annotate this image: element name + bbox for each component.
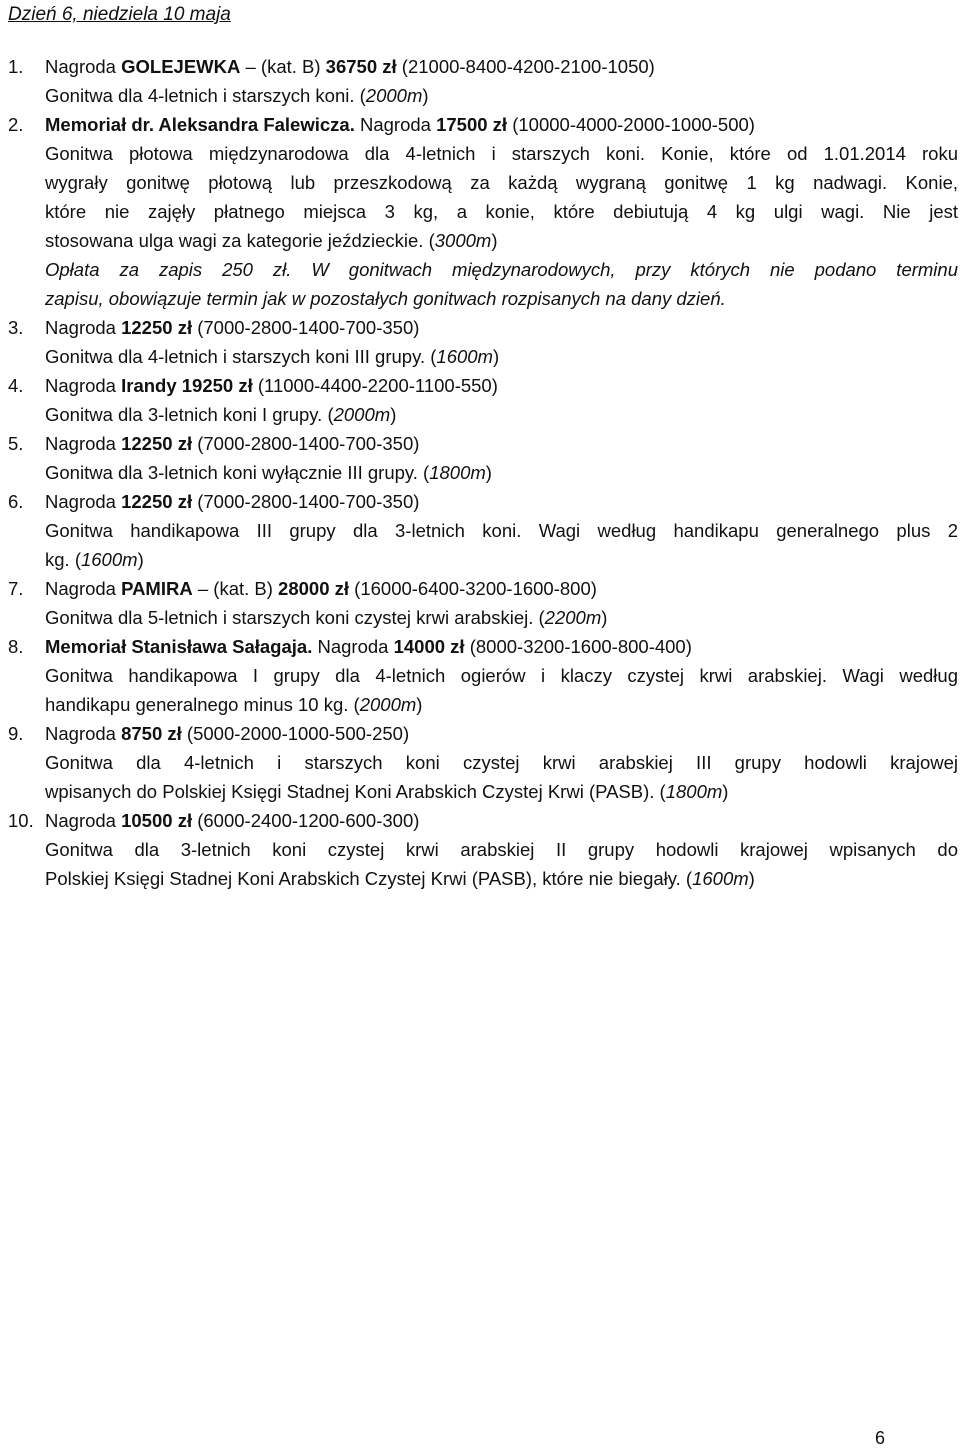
race-description — [45, 313, 958, 371]
race-item — [8, 52, 958, 110]
race-description — [45, 719, 958, 806]
race-item — [8, 371, 958, 429]
race-description — [45, 632, 958, 719]
bold-text: 8750 zł — [121, 723, 182, 744]
race-text-line: Gonitwa dla 4-letnich i starszych koni III grupy. (1600m) — [45, 346, 500, 367]
race-number: 10. — [8, 810, 34, 831]
italic-text: 1600m — [80, 549, 138, 570]
race-number: 4. — [8, 375, 24, 396]
italic-text: 2200m — [544, 607, 602, 628]
race-text-line: Nagroda 10500 zł (6000-2400-1200-600-300) — [45, 810, 420, 831]
italic-text: 2000m — [359, 694, 417, 715]
race-text-line: Nagroda 12250 zł (7000-2800-1400-700-350) — [45, 317, 420, 338]
race-text-line: kg. (1600m) — [45, 549, 144, 570]
bold-text: Memoriał Stanisława Sałagaja. — [45, 636, 313, 657]
italic-text: zapisu, obowiązuje termin jak w pozostałych gonitwach rozpisanych na dany dzień. — [45, 288, 726, 309]
race-number: 3. — [8, 317, 24, 338]
race-item — [8, 487, 958, 574]
italic-text: Opłata za zapis 250 zł. W gonitwach międzynarodowych, przy których nie podano terminu — [45, 259, 958, 280]
bold-text: 12250 zł — [121, 433, 193, 454]
race-number: 9. — [8, 723, 24, 744]
bold-text: 17500 zł — [436, 114, 508, 135]
race-text-line: Gonitwa dla 4-letnich i starszych koni. (2000m) — [45, 85, 429, 106]
race-description — [45, 487, 958, 574]
bold-text: GOLEJEWKA — [121, 56, 241, 77]
race-number: 8. — [8, 636, 24, 657]
bold-text: Irandy 19250 zł — [121, 375, 253, 396]
race-text-line: Gonitwa dla 5-letnich i starszych koni czystej krwi arabskiej. (2200m) — [45, 607, 608, 628]
race-item — [8, 110, 958, 313]
race-item — [8, 429, 958, 487]
bold-text: PAMIRA — [121, 578, 193, 599]
bold-text: 12250 zł — [121, 491, 193, 512]
page-heading: Dzień 6, niedziela 10 maja — [8, 4, 231, 25]
race-text-line: handikapu generalnego minus 10 kg. (2000m) — [45, 694, 423, 715]
race-item — [8, 632, 958, 719]
bold-text: 36750 zł — [325, 56, 397, 77]
race-text-line: Nagroda GOLEJEWKA – (kat. B) 36750 zł (21000-8400-4200-2100-1050) — [45, 56, 655, 77]
race-number: 1. — [8, 56, 24, 77]
bold-text: 12250 zł — [121, 317, 193, 338]
race-text-line — [45, 284, 958, 313]
race-number: 7. — [8, 578, 24, 599]
race-description — [45, 371, 958, 429]
italic-text: 1800m — [429, 462, 486, 483]
italic-text: 1600m — [436, 346, 493, 367]
race-text-line: Gonitwa dla 4-letnich i starszych koni czystej krwi arabskiej III grupy hodowli krajowej — [45, 752, 958, 773]
race-item — [8, 719, 958, 806]
italic-text: 3000m — [434, 230, 492, 251]
bold-text: 10500 zł — [121, 810, 193, 831]
race-item — [8, 313, 958, 371]
race-text-line: Gonitwa handikapowa I grupy dla 4-letnich ogierów i klaczy czystej krwi arabskiej. Wagi według — [45, 665, 958, 686]
italic-text: 1600m — [692, 868, 749, 889]
race-text-line: Nagroda PAMIRA – (kat. B) 28000 zł (16000-6400-3200-1600-800) — [45, 578, 597, 599]
italic-text: 2000m — [365, 85, 423, 106]
race-description — [45, 110, 958, 313]
race-description — [45, 806, 958, 893]
race-item — [8, 806, 958, 893]
race-description — [45, 429, 958, 487]
bold-text: 28000 zł — [278, 578, 350, 599]
race-text-line: wygrały gonitwę płotową lub przeszkodową za każdą wygraną gonitwę 1 kg nadwagi. Konie, — [45, 172, 958, 193]
race-description — [45, 574, 958, 632]
race-text-line: Polskiej Księgi Stadnej Koni Arabskich Czystej Krwi (PASB), które nie biegały. (1600m) — [45, 868, 755, 889]
page-number: 6 — [875, 1428, 886, 1448]
race-text-line: Memoriał Stanisława Sałagaja. Nagroda 14000 zł (8000-3200-1600-800-400) — [45, 636, 692, 657]
bold-text: Memoriał dr. Aleksandra Falewicza. — [45, 114, 355, 135]
race-number: 2. — [8, 114, 24, 135]
race-text-line: Gonitwa dla 3-letnich koni czystej krwi arabskiej II grupy hodowli krajowej wpisanych do — [45, 839, 958, 860]
race-text-line: Nagroda 12250 zł (7000-2800-1400-700-350) — [45, 491, 420, 512]
race-text-line: Gonitwa płotowa międzynarodowa dla 4-letnich i starszych koni. Konie, które od 1.01.2014 roku — [45, 143, 958, 164]
race-text-line: Nagroda 12250 zł (7000-2800-1400-700-350) — [45, 433, 420, 454]
race-text-line: Memoriał dr. Aleksandra Falewicza. Nagroda 17500 zł (10000-4000-2000-1000-500) — [45, 114, 755, 135]
race-list — [8, 52, 958, 893]
race-number: 5. — [8, 433, 24, 454]
italic-text: 1800m — [665, 781, 723, 802]
race-number: 6. — [8, 491, 24, 512]
race-text-line: Nagroda Irandy 19250 zł (11000-4400-2200-1100-550) — [45, 375, 498, 396]
race-text-line: Gonitwa dla 3-letnich koni wyłącznie III grupy. (1800m) — [45, 462, 492, 483]
race-description — [45, 52, 958, 110]
race-text-line: Gonitwa dla 3-letnich koni I grupy. (2000m) — [45, 404, 397, 425]
race-text-line: wpisanych do Polskiej Księgi Stadnej Koni Arabskich Czystej Krwi (PASB). (1800m) — [45, 781, 729, 802]
italic-text: 2000m — [333, 404, 391, 425]
race-text-line: Gonitwa handikapowa III grupy dla 3-letnich koni. Wagi według handikapu generalnego plus 2 — [45, 520, 958, 541]
race-text-line: Nagroda 8750 zł (5000-2000-1000-500-250) — [45, 723, 410, 744]
race-item — [8, 574, 958, 632]
bold-text: 14000 zł — [393, 636, 465, 657]
race-text-line: które nie zajęły płatnego miejsca 3 kg, a konie, które debiutują 4 kg ulgi wagi. Nie jest — [45, 201, 958, 222]
race-text-line — [45, 255, 958, 284]
race-text-line: stosowana ulga wagi za kategorie jeździeckie. (3000m) — [45, 230, 498, 251]
